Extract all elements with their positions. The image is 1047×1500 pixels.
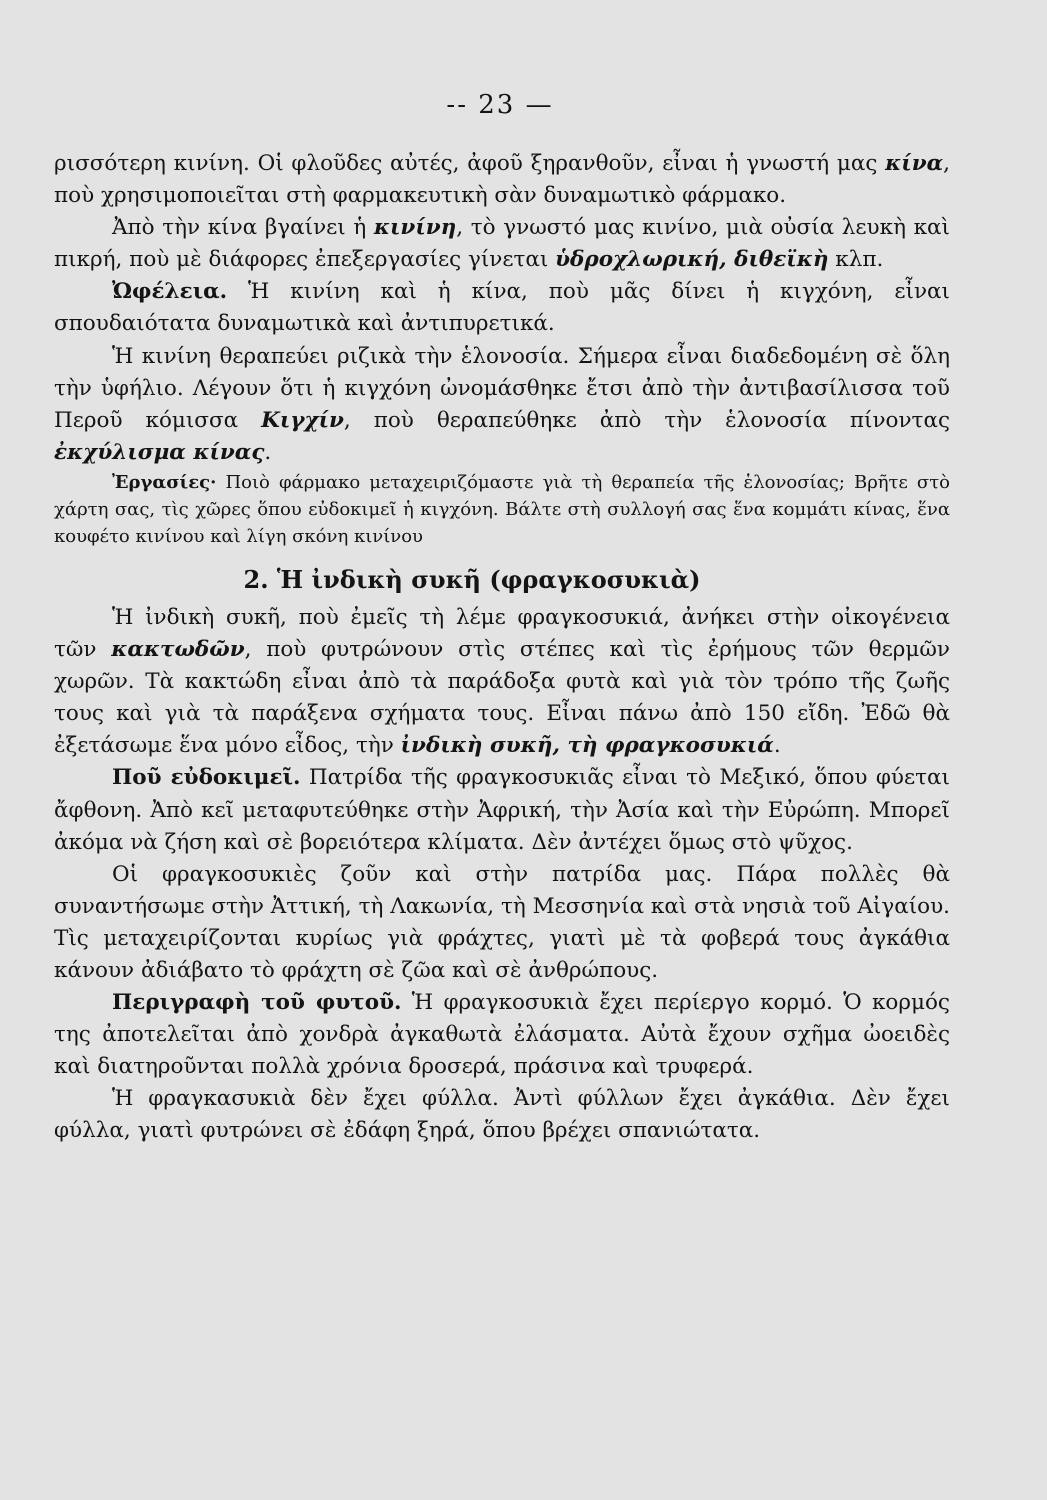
term-kigxin: Κιγχίν xyxy=(261,407,344,433)
paragraph-kinini xyxy=(54,212,950,276)
term-ekxylisma: ἐκχύλισμα κίνας xyxy=(54,439,265,465)
text-run: , ποὺ χρησιμοποιεῖται στὴ φαρμακευτικὴ σὰν δυναμωτικὸ φάρμακο. xyxy=(54,151,950,209)
text-run: . xyxy=(773,733,781,759)
term-kina: κίνα xyxy=(885,151,944,176)
term-kaktodon: κακτωδῶν xyxy=(111,637,245,663)
page-number: -- 23 — xyxy=(446,90,554,120)
text-run: Ἡ κινίνη καὶ ἡ κίνα, ποὺ μᾶς δίνει ἡ κιγχόνη, εἶναι σπουδαιότατα δυναμωτικὰ καὶ ἀντιπυρετικά. xyxy=(54,279,950,337)
page-body xyxy=(54,148,950,1148)
text-run: Ἡ ἰνδικὴ συκῆ, ποὺ ἐμεῖς τὴ λέμε φραγκοσυκιά, ἀνήκει στὴν οἰκογένεια τῶν xyxy=(54,604,950,663)
paragraph-kina xyxy=(54,148,950,212)
term-kinini: κινίνη xyxy=(373,215,457,241)
text-run: . xyxy=(264,439,272,465)
subheading-ofeleia: Ὠφέλεια. xyxy=(112,279,228,305)
paragraph-elonosia xyxy=(54,341,950,469)
paragraph-fylla: Ἡ φραγκασυκιὰ δὲν ἔχει φύλλα. Ἀντὶ φύλλων ἔχει ἀγκάθια. Δὲν ἔχει φύλλα, γιατὶ φυτρώνει σὲ ἐδάφη ξηρά, ὅπου βρέχει σπανιώτατα. xyxy=(54,1086,950,1144)
paragraph-ofeleia xyxy=(54,276,950,340)
subheading-ergasies: Ἐργασίες· xyxy=(112,471,217,493)
term-compounds: ὑδροχλωρική, διθεϊκὴ xyxy=(555,247,829,273)
text-run: κλπ. xyxy=(828,247,884,273)
paragraph-indiki-syki xyxy=(54,602,950,762)
text-run: Ἡ κινίνη θεραπεύει ριζικὰ τὴν ἑλονοσία. Σήμερα εἶναι διαδεδομένη σὲ ὅλη τὴν ὑφήλιο. Λέγουν ὅτι ἡ κιγχόνη ὠνομάσθηκε ἔτσι ἀπὸ τὴν ἀντιβασίλισσα τοῦ Περοῦ κόμισσα xyxy=(54,343,950,433)
subheading-perigrafi: Περιγραφὴ τοῦ φυτοῦ. xyxy=(112,990,402,1016)
paragraph-perigrafi xyxy=(54,987,950,1083)
text-run: Ποιὸ φάρμακο μεταχειριζόμαστε γιὰ τὴ θεραπεία τῆς ἑλονοσίας; Βρῆτε στὸ χάρτη σας, τὶς χῶρες ὅπου εὐδοκιμεῖ ἡ κιγχόνη. Βάλτε στὴ συλλογή σας ἕνα κομμάτι κίνας, ἕνα κουφέτο κινίνου καὶ λίγη σκόνη κινίνου xyxy=(54,471,950,547)
section-heading: 2. Ἡ ἰνδικὴ συκῆ (φραγκοσυκιὰ) xyxy=(243,564,701,594)
text-run: Πατρίδα τῆς φραγκοσυκιᾶς εἶναι τὸ Μεξικό, ὅπου φύεται ἄφθονη. Ἀπὸ κεῖ μεταφυτεύθηκε στὴν Ἀφρική, τὴν Ἀσία καὶ τὴν Εὐρώπη. Μπορεῖ ἀκόμα νὰ ζήση καὶ σὲ βορειότερα κλίματα. Δὲν ἀντέχει ὅμως στὸ ψῦχος. xyxy=(54,765,950,855)
paragraph-patrida: Οἱ φραγκοσυκιὲς ζοῦν καὶ στὴν πατρίδα μας. Πάρα πολλὲς θὰ συναντήσωμε στὴν Ἀττική, τὴ Λακωνία, τὴ Μεσσηνία καὶ στὰ νησιὰ τοῦ Αἰγαίου. Τὶς μεταχειρίζονται κυρίως γιὰ φράχτες, γιατὶ μὲ τὰ φοβερά τους ἀγκάθια κάνουν ἀδιάβατο τὸ φράχτη σὲ ζῶα καὶ σὲ ἀνθρώπους. xyxy=(54,861,950,983)
text-run: , ποὺ θεραπεύθηκε ἀπὸ τὴν ἑλονοσία πίνοντας xyxy=(343,407,950,433)
text-run: Ἡ φραγκοσυκιὰ ἔχει περίεργο κορμό. Ὁ κορμός της ἀποτελεῖται ἀπὸ χονδρὰ ἀγκαθωτὰ ἐλάσματα. Αὐτὰ ἔχουν σχῆμα ὠοειδὲς καὶ διατηροῦνται πολλὰ χρόνια δροσερά, πράσινα καὶ τρυφερά. xyxy=(54,990,950,1080)
paragraph-exercises xyxy=(54,469,950,550)
text-run: , ποὺ φυτρώνουν στὶς στέπες καὶ τὶς ἐρήμους τῶν θερμῶν χωρῶν. Τὰ κακτώδη εἶναι ἀπὸ τὰ παράδοξα φυτὰ καὶ γιὰ τὸν τρόπο τῆς ζωῆς τους καὶ γιὰ τὰ παράξενα σχήματα τους. Εἶναι πάνω ἀπὸ 150 εἴδη. Ἐδῶ θὰ ἐξετάσωμε ἕνα μόνο εἶδος, τὴν xyxy=(54,637,950,759)
term-fragkosykia: ἰνδικὴ συκῆ, τὴ φραγκοσυκιά xyxy=(400,733,774,759)
text-run: ρισσότερη κινίνη. Οἱ φλοῦδες αὐτές, ἀφοῦ ξηρανθοῦν, εἶναι ἡ γνωστή μας xyxy=(54,151,886,176)
subheading-pou-eudokimei: Ποῦ εὐδοκιμεῖ. xyxy=(112,765,301,791)
text-run: Ἀπὸ τὴν κίνα βγαίνει ἡ xyxy=(112,215,374,241)
text-run: , τὸ γνωστό μας κινίνο, μιὰ οὐσία λευκὴ καὶ πικρή, ποὺ μὲ διάφορες ἐπεξεργασίες γίνεται xyxy=(54,215,950,273)
paragraph-pou-eudokimei xyxy=(54,762,950,858)
